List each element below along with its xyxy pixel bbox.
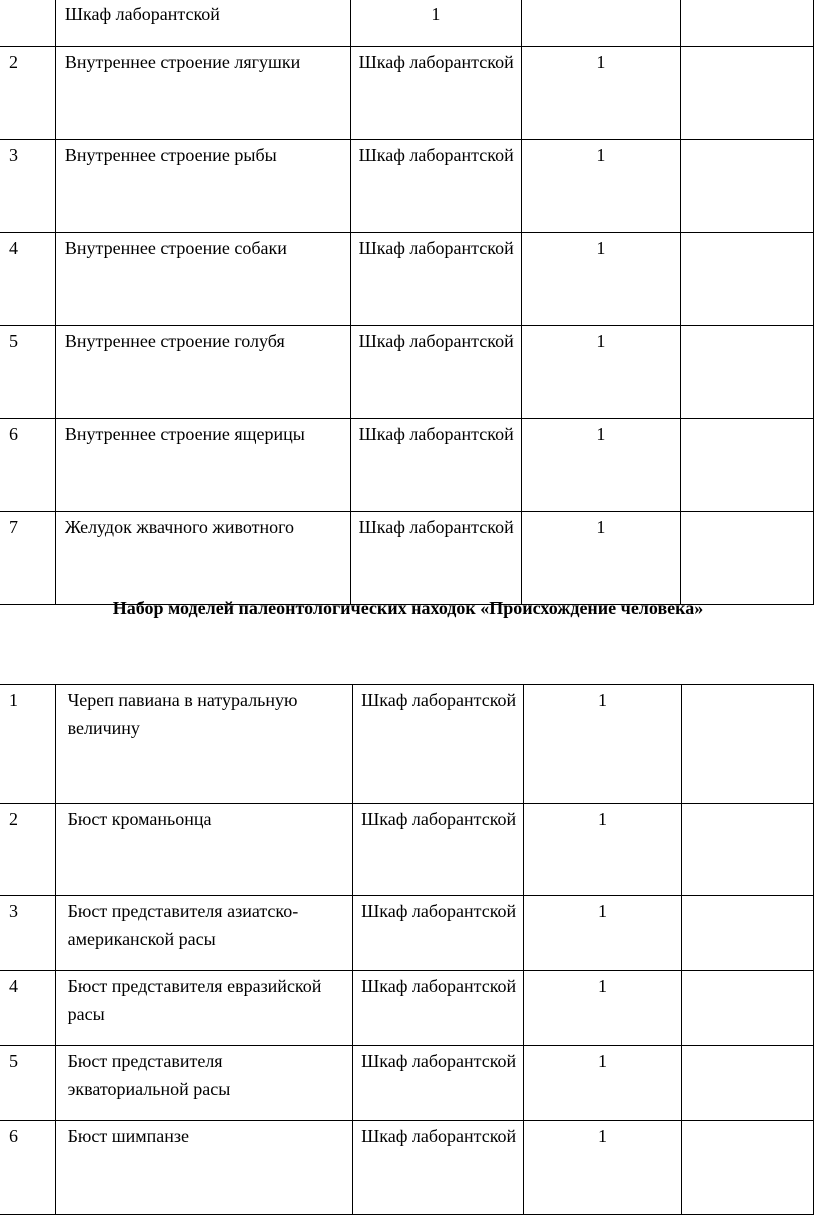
quantity: 1 — [522, 419, 680, 512]
quantity: 1 — [522, 47, 680, 140]
quantity: 1 — [524, 1121, 681, 1215]
quantity: 1 — [522, 326, 680, 419]
note-cell — [681, 896, 813, 971]
inventory-table-human-origin — [0, 684, 814, 1215]
table-row — [0, 512, 814, 605]
item-name: Череп павиана в натуральную величину — [55, 685, 353, 804]
note-cell — [681, 804, 813, 896]
note-cell — [681, 685, 813, 804]
item-name: Бюст кроманьонца — [55, 804, 353, 896]
storage-location: Шкаф лаборантской — [350, 233, 522, 326]
item-name: Внутреннее строение рыбы — [55, 140, 350, 233]
note-cell — [680, 47, 813, 140]
row-number: 1 — [0, 685, 55, 804]
table-row — [0, 685, 814, 804]
quantity: 1 — [350, 0, 522, 47]
row-number: 2 — [0, 804, 55, 896]
table-row — [0, 47, 814, 140]
note-cell — [680, 419, 813, 512]
table-row — [0, 419, 814, 512]
storage-location: Шкаф лаборантской — [353, 1046, 524, 1121]
item-name: Бюст представителя экваториальной расы — [55, 1046, 353, 1121]
quantity: 1 — [522, 233, 680, 326]
item-name: Желудок жвачного животного — [55, 512, 350, 605]
table-row — [0, 326, 814, 419]
note-cell — [681, 1121, 813, 1215]
item-name: Бюст представителя евразийской расы — [55, 971, 353, 1046]
row-number: 3 — [0, 896, 55, 971]
item-name: Внутреннее строение собаки — [55, 233, 350, 326]
quantity: 1 — [524, 804, 681, 896]
row-number: 2 — [0, 47, 55, 140]
item-name: Бюст шимпанзе — [55, 1121, 353, 1215]
item-name: Внутреннее строение голубя — [55, 326, 350, 419]
table-row — [0, 1121, 814, 1215]
row-number: 6 — [0, 419, 55, 512]
table-row — [0, 140, 814, 233]
item-name: Шкаф лаборантской — [55, 0, 350, 47]
row-number: 6 — [0, 1121, 55, 1215]
table-row — [0, 896, 814, 971]
table-row — [0, 0, 814, 47]
row-number: 4 — [0, 971, 55, 1046]
note-cell — [680, 140, 813, 233]
row-number — [0, 0, 55, 47]
item-name: Бюст представителя азиатско-американской расы — [55, 896, 353, 971]
row-number: 7 — [0, 512, 55, 605]
row-number: 3 — [0, 140, 55, 233]
item-name: Внутреннее строение лягушки — [55, 47, 350, 140]
quantity: 1 — [524, 685, 681, 804]
row-number: 4 — [0, 233, 55, 326]
storage-location: Шкаф лаборантской — [350, 419, 522, 512]
empty-cell — [522, 0, 680, 47]
section-title: Набор моделей палеонтологических находок «Происхождение человека» — [112, 598, 704, 618]
quantity: 1 — [524, 971, 681, 1046]
table-row — [0, 233, 814, 326]
table-row — [0, 971, 814, 1046]
note-cell — [681, 971, 813, 1046]
quantity: 1 — [522, 140, 680, 233]
row-number: 5 — [0, 326, 55, 419]
storage-location: Шкаф лаборантской — [353, 804, 524, 896]
note-cell — [680, 0, 813, 47]
note-cell — [680, 326, 813, 419]
quantity: 1 — [524, 1046, 681, 1121]
storage-location: Шкаф лаборантской — [350, 326, 522, 419]
storage-location: Шкаф лаборантской — [353, 685, 524, 804]
storage-location: Шкаф лаборантской — [353, 971, 524, 1046]
quantity: 1 — [524, 896, 681, 971]
row-number: 5 — [0, 1046, 55, 1121]
table-row — [0, 1046, 814, 1121]
inventory-table-internal-structure — [0, 0, 814, 605]
storage-location: Шкаф лаборантской — [350, 47, 522, 140]
item-name: Внутреннее строение ящерицы — [55, 419, 350, 512]
storage-location: Шкаф лаборантской — [353, 896, 524, 971]
table-row — [0, 804, 814, 896]
quantity: 1 — [522, 512, 680, 605]
note-cell — [680, 233, 813, 326]
note-cell — [680, 512, 813, 605]
note-cell — [681, 1046, 813, 1121]
storage-location: Шкаф лаборантской — [350, 140, 522, 233]
storage-location: Шкаф лаборантской — [353, 1121, 524, 1215]
storage-location: Шкаф лаборантской — [350, 512, 522, 605]
